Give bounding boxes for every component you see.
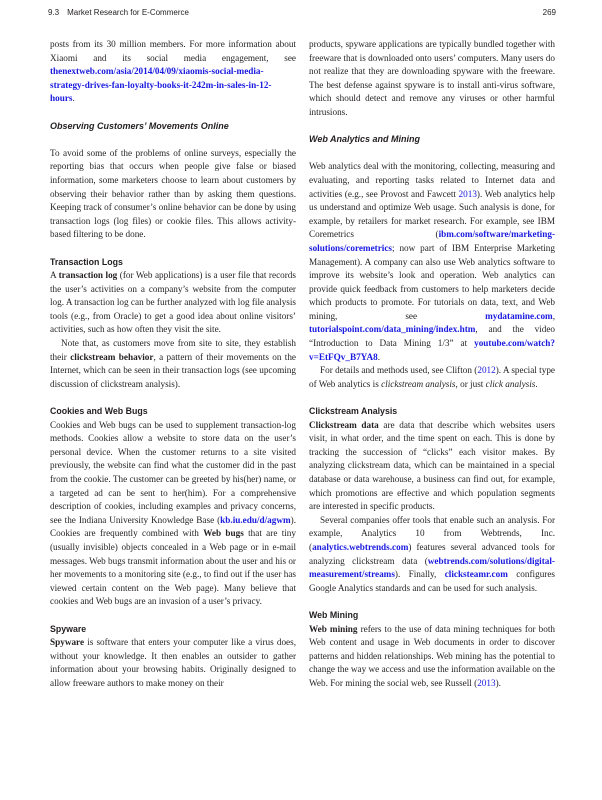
paragraph-spyware-cont: products, spyware applications are typically bundled together with freeware that is downloaded onto users’ computers. Many users do not realize that they are downloading spyware with the freeware. The best defense against spyware is to install anti-virus software, which should detect and remove any viruses or other harmful intrusions. xyxy=(309,39,555,117)
term-transaction-log: transaction log xyxy=(58,270,118,281)
citation-provost-2013[interactable]: 2013 xyxy=(458,188,477,199)
paragraph-avoid-problems: To avoid some of the problems of online surveys, especially the reporting bias that occurs when people give false or biased information, some marketers choose to learn about customers by observing their behavior rather than by asking them questions. Keeping track of consumer’s online behavior can be done by using transaction logs (log files) or cookie files. This allows activity-based filtering to be done. xyxy=(50,147,296,240)
link-clicksteamr[interactable]: clicksteamr.com xyxy=(444,569,508,580)
link-webtrends-streams[interactable]: webtrends.com/solutions/digital-measurement/streams xyxy=(309,555,555,580)
link-youtube[interactable]: youtube.com/watch?v=EtFQv_B7YA8 xyxy=(309,338,555,362)
running-header xyxy=(48,5,556,21)
link-thenextweb[interactable]: thenextweb.com/asia/2014/04/09/xiaomis-social-media-strategy-drives-fan-loyalty-books-it-242m-in-sales-in-12-hours xyxy=(50,66,272,104)
link-kb-iu[interactable]: kb.iu.edu/d/agwm xyxy=(220,514,291,525)
section-title: 9.3 Market Research for E-Commerce xyxy=(48,8,189,17)
term-clickstream-data: Clickstream data xyxy=(309,419,379,430)
paragraph-spyware: Spyware is software that enters your computer like a virus does, without your knowledge. It then enables an outsider to gather information about your browsing habits. Originally designed to allow freeware authors to make money on their xyxy=(50,637,296,688)
paragraph-tools: Several companies offer tools that enable such an analysis. For example, Analytics 10 from Webtrends, Inc. (analytics.webtrends.com) features several advanced tools for analyzing clickstream data (webtrends.com/solutions/digital-measurement/streams). Finally, clicksteamr.com configures Google Analytics standards and can be used for such analysis. xyxy=(309,514,555,593)
term-web-bugs: Web bugs xyxy=(203,528,244,539)
right-column xyxy=(309,38,555,691)
heading-observing-customers: Observing Customers’ Movements Online xyxy=(50,120,229,131)
paragraph-transaction-log: A transaction log (for Web applications) is a user file that records the user’s activities on a company’s website from the computer log. A transaction log can be further analyzed with log file analysis tools (e.g., from Oracle) to get a good idea about online visitors’ activities, such as how often they visit the site. xyxy=(50,270,296,335)
heading-web-analytics: Web Analytics and Mining xyxy=(309,134,421,145)
citation-clifton-2012[interactable]: 2012 xyxy=(477,365,496,376)
paragraph-web-mining: Web mining refers to the use of data mining techniques for both Web content and usage in Web documents in order to discover patterns and hidden relationships. Web mining has the potential to change the way we access and use the information available on the Web. For mining the social web, see Russell (2013). xyxy=(309,623,555,688)
heading-spyware: Spyware xyxy=(50,623,87,634)
paragraph-web-analytics: Web analytics deal with the monitoring, collecting, measuring and evaluating, and reporting tasks related to Internet data and activities (e.g., see Provost and Fawcett 2013). Web analytics help us understand and optimize Web usage. Such analysis is done, for example, by retailers for market research. For example, see IBM Coremetrics (ibm.com/software/marketing-solutions/coremetrics; now part of IBM Enterprise Marketing Management). A company can also use Web analytics software to improve its website’s look and operation. Web analytics can provide quick feedback from customers to help marketers decide which products to promote. For tutorials on data, text, and Web mining, see mydatamine.com, tutorialspoint.com/data_mining/index.htm, and the video “Introduction to Data Mining 1/3” at youtube.com/watch?v=EtFQv_B7YA8. xyxy=(309,161,555,362)
heading-cookies-web-bugs: Cookies and Web Bugs xyxy=(50,406,148,417)
link-analytics-webtrends[interactable]: analytics.webtrends.com xyxy=(312,541,409,552)
link-tutorialspoint[interactable]: tutorialspoint.com/data_mining/index.htm xyxy=(309,324,476,335)
term-web-mining: Web mining xyxy=(309,623,358,634)
paragraph-xiaomi: posts from its 30 million members. For more information about Xiaomi and its social media engagement, see thenextweb.com/asia/2014/04/09/xiaomis-social-media-strategy-drives-fan-loyalty-books-it-242m-in-sales-in-12-hours. xyxy=(50,39,296,104)
paragraph-clifton: For details and methods used, see Clifton (2012). A special type of Web analytics is clickstream analysis, or just click analysis. xyxy=(309,365,555,389)
heading-clickstream-analysis: Clickstream Analysis xyxy=(309,406,398,417)
link-mydatamine[interactable]: mydatamine.com xyxy=(485,310,553,321)
left-column xyxy=(50,38,296,691)
heading-web-mining: Web Mining xyxy=(309,609,359,620)
paragraph-clickstream-data: Clickstream data are data that describe which websites users visit, in what order, and the time spent on each. This is done by tracking the succession of “clicks” each visitor makes. By analyzing clickstream data, which can be maintained in a special database or data warehouse, a business can find out, for example, which promotions are effective and which population segments are interested in specific products. xyxy=(309,419,555,512)
paragraph-clickstream-behavior: Note that, as customers move from site to site, they establish their clickstream behavior, a pattern of their movements on the Internet, which can be seen in their transaction logs (see upcoming discussion of clickstream analysis). xyxy=(50,338,296,389)
link-ibm-coremetrics[interactable]: ibm.com/software/marketing-solutions/coremetrics xyxy=(309,229,555,253)
citation-russell-2013[interactable]: 2013 xyxy=(477,677,496,688)
term-spyware: Spyware xyxy=(50,637,85,648)
paragraph-cookies: Cookies and Web bugs can be used to supplement transaction-log methods. Cookies allow a website to store data on the user’s personal device. When the customer returns to a site visited previously, the website can find what the customer did in the past from the cookie. The customer can be greeted by his(her) name, or a targeted ad can be sent to her(him). For a comprehensive description of cookies, including examples and privacy concerns, see the Indiana University Knowledge Base (kb.iu.edu/d/agwm). Cookies are frequently combined with Web bugs that are tiny (usually invisible) objects concealed in a Web page or in e-mail messages. Web bugs transmit information about the user and his or her movements to a monitoring site (e.g., to find out if the user has viewed certain content on the Web page). Many believe that cookies and Web bugs are an invasion of a user’s privacy. xyxy=(50,419,296,607)
heading-transaction-logs: Transaction Logs xyxy=(50,256,123,267)
term-clickstream-behavior: clickstream behavior xyxy=(70,351,154,362)
page-number: 269 xyxy=(542,8,556,17)
